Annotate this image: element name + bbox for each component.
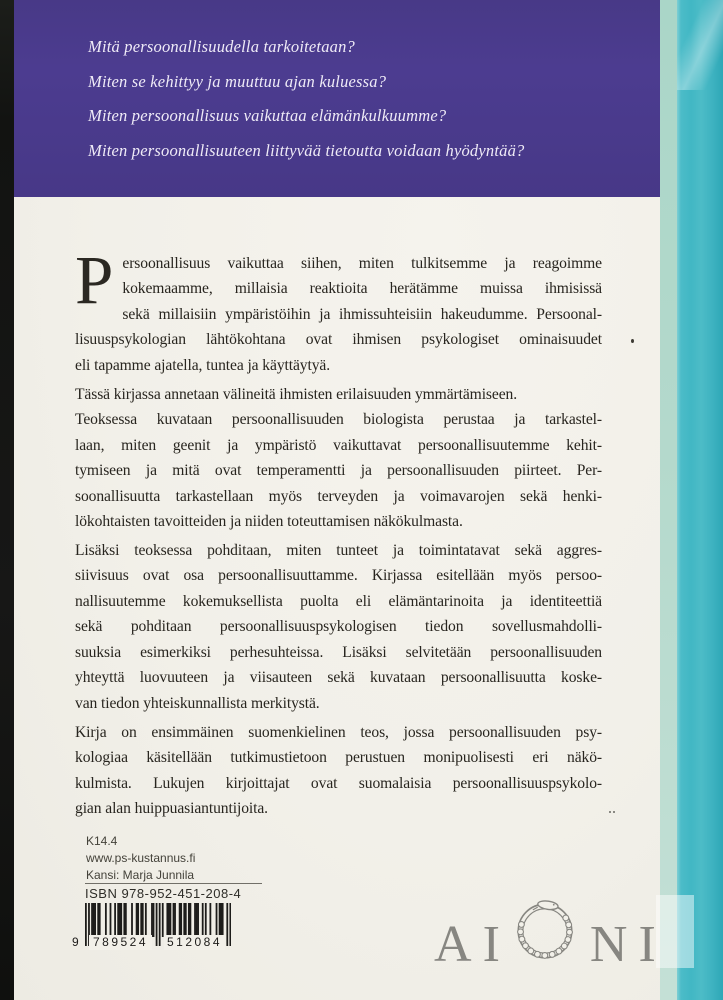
- barcode-digits: [72, 935, 231, 950]
- text-line: laan, miten geenit ja ympäristö vaikuttavat persoonallisuutemme kehit-: [75, 436, 602, 454]
- question-line: Miten persoonallisuuteen liittyvää tietoutta voidaan hyödyntää?: [88, 140, 525, 160]
- isbn-label: ISBN 978-952-451-208-4: [85, 886, 242, 901]
- text-line: ersoonallisuus vaikuttaa siihen, miten tulkitsemme ja reagoimme: [122, 255, 602, 272]
- logo-letter: N: [589, 916, 628, 973]
- text-line: tymiseen ja mitä ovat temperamentti ja persoonallisuuden piirteet. Per-: [75, 462, 602, 480]
- paragraph: [75, 720, 602, 822]
- logo-letter: A: [434, 916, 472, 973]
- text-line: siivisuus ovat osa persoonallisuuttamme. Kirjassa esitellään myös persoo-: [75, 567, 602, 585]
- ouroboros-o-icon: [511, 895, 579, 965]
- publisher-website: www.ps-kustannus.fi: [86, 851, 196, 866]
- paragraph: [75, 382, 602, 535]
- text-line: sekä millaisiin ympäristöihin ja ihmissuhteisiin hakeudumme. Persoonal-: [122, 305, 602, 323]
- edge-highlight-patch: [656, 895, 694, 968]
- body-text: [75, 242, 602, 825]
- publisher-logo: [434, 895, 656, 973]
- cover-edge-pale-band: [660, 0, 677, 1000]
- scan-speck: [609, 811, 611, 813]
- logo-letter: I: [638, 916, 656, 973]
- barcode: [72, 903, 231, 949]
- cover-credit: Kansi: Marja Junnila: [86, 868, 195, 883]
- text-line: Lisäksi teoksessa pohditaan, miten tunteet ja toimintatavat sekä aggres-: [75, 541, 602, 559]
- paragraph: [75, 538, 602, 716]
- text-line: van tiedon yhteiskunnallista merkitystä.: [75, 694, 320, 712]
- text-line: yhteyttä luovuuteen ja viisauteen sekä kuvataan persoonallisuutta koske-: [75, 669, 602, 687]
- scan-speck: [631, 339, 634, 343]
- logo-letter: I: [482, 916, 500, 973]
- paragraph: [75, 242, 602, 378]
- text-line: suuksia esimerkiksi perhesuhteissa. Lisäksi selvitetään persoonallisuuden: [75, 643, 602, 661]
- text-line: kulmista. Lukujen kirjoittajat ovat suomalaisia persoonallisuuspsykolo-: [75, 774, 602, 792]
- question-line: Miten persoonallisuus vaikuttaa elämänkulkuumme?: [88, 106, 447, 125]
- colophon-code: K14.4: [86, 834, 118, 848]
- barcode-digit-group: 9: [72, 935, 79, 949]
- text-line: sekä pohditaan persoonallisuuspsykologisen tiedon sovellusmahdolli-: [75, 618, 602, 636]
- divider-rule: [85, 883, 262, 884]
- text-line: nallisuutemme kokemuksellista puolta eli elämäntarinoita ja identiteettiä: [75, 592, 602, 610]
- text-line: kokemaamme, millaisia reaktioita herätämme muissa ihmisissä: [122, 280, 602, 298]
- book-spine-edge: [0, 0, 14, 1000]
- text-line: kologiaa käsitellään tutkimustietoon perustuen monipuolisesti eri näkö-: [75, 749, 602, 767]
- isbn-block: [72, 883, 262, 949]
- questions-list: [88, 37, 524, 175]
- question-line: Miten se kehittyy ja muuttuu ajan kuluessa?: [88, 71, 387, 91]
- question-line: Mitä persoonallisuudella tarkoitetaan?: [88, 37, 355, 56]
- text-line: soonallisuutta tarkastellaan myös terveyden ja voimavarojen sekä henki-: [75, 487, 602, 505]
- cover-edge-teal: [677, 0, 723, 1000]
- text-line: Kirja on ensimmäinen suomenkielinen teos, jossa persoonallisuuden psy-: [75, 723, 602, 741]
- text-line: Teoksessa kuvataan persoonallisuuden biologista perustaa ja tarkastel-: [75, 411, 602, 429]
- text-line: gian alan huippuasiantuntijoita.: [75, 800, 268, 818]
- text-line: lökohtaisten tavoitteiden ja niiden toteuttamisen näkökulmasta.: [75, 513, 463, 531]
- colophon: [86, 833, 195, 885]
- text-line: lisuuspsykologian lähtökohtana ovat ihmisen psykologiset ominaisuudet: [75, 331, 602, 349]
- barcode-digit-group: 789524: [89, 935, 152, 950]
- text-line: Tässä kirjassa annetaan välineitä ihmisten erilaisuuden ymmärtämiseen.: [75, 385, 518, 403]
- barcode-digit-group: 512084: [164, 935, 225, 950]
- text-line: eli tapamme ajatella, tuntea ja käyttäytyä.: [75, 356, 331, 374]
- drop-cap: P: [75, 242, 114, 318]
